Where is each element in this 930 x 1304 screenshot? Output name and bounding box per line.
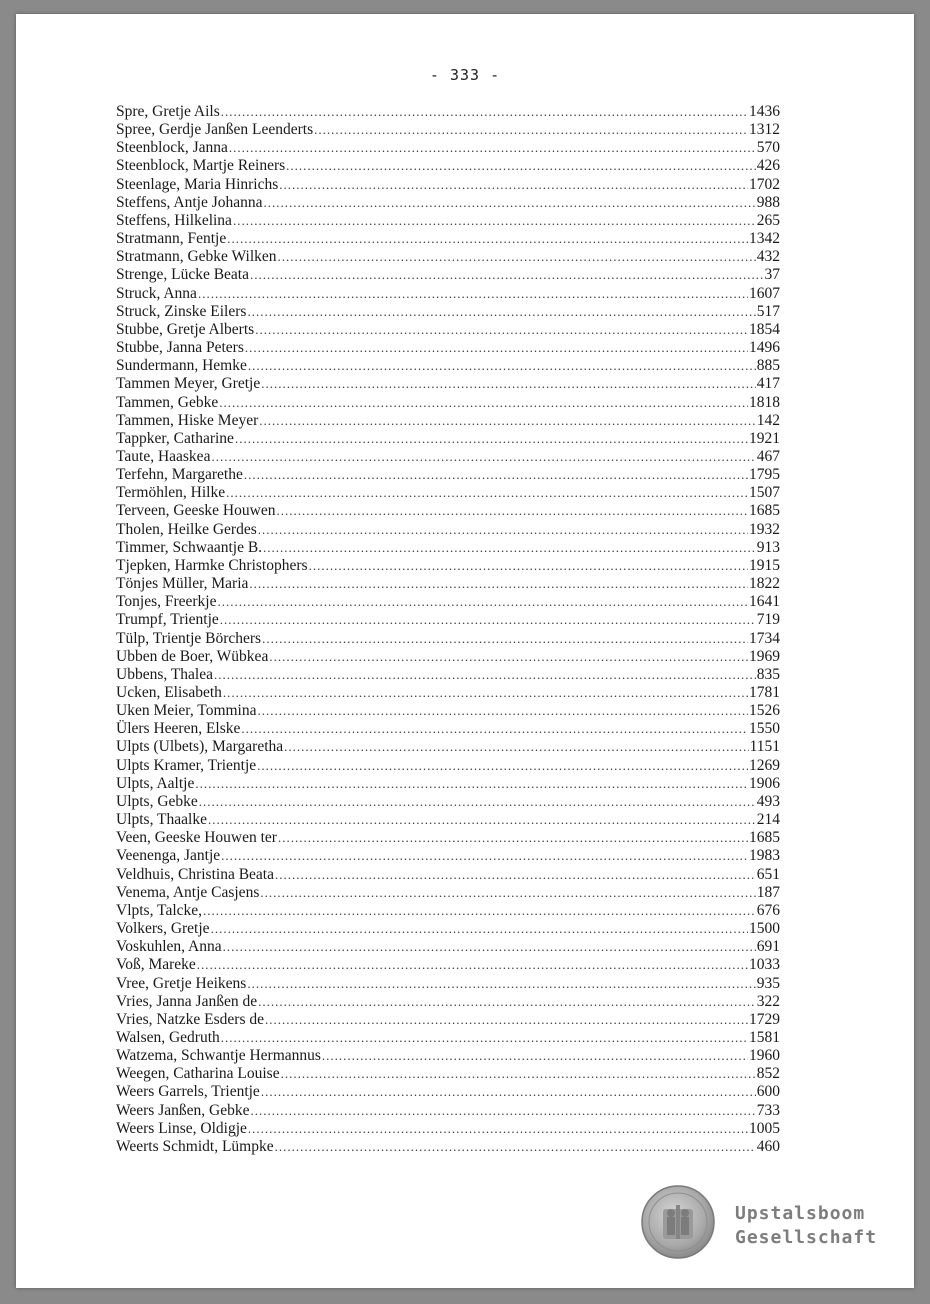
- entry-page-number: 988: [756, 193, 780, 211]
- entry-name: Sundermann, Hemke: [116, 357, 247, 375]
- index-entry: [116, 593, 780, 611]
- index-entry: [116, 157, 780, 175]
- entry-page-number: 432: [756, 248, 780, 266]
- entry-page-number: 1983: [749, 847, 780, 865]
- dot-leader: [249, 575, 748, 593]
- entry-name: Voskuhlen, Anna: [116, 938, 222, 956]
- entry-page-number: 1932: [749, 520, 780, 538]
- entry-name: Tülp, Trientje Börchers: [116, 629, 262, 647]
- entry-page-number: 1685: [749, 502, 780, 520]
- entry-name: Terveen, Geeske Houwen: [116, 502, 276, 520]
- document-page: [16, 14, 914, 1288]
- index-entry: [116, 176, 780, 194]
- dot-leader: [221, 1029, 748, 1047]
- index-entry: [116, 539, 780, 557]
- index-entry: [116, 775, 780, 793]
- entry-page-number: 322: [756, 992, 780, 1010]
- entry-name: Ulpts Kramer, Trientje: [116, 756, 257, 774]
- index-entry: [116, 339, 780, 357]
- entry-name: Struck, Zinske Eilers: [116, 302, 247, 320]
- index-entry: [116, 412, 780, 430]
- index-entry: [116, 575, 780, 593]
- index-entry: [116, 630, 780, 648]
- dot-leader: [241, 720, 748, 738]
- dot-leader: [257, 757, 748, 775]
- entry-page-number: 1729: [749, 1010, 780, 1028]
- entry-name: Ubben de Boer, Wübkea: [116, 647, 269, 665]
- index-entry: [116, 648, 780, 666]
- index-entry: [116, 1065, 780, 1083]
- entry-name: Steenblock, Janna: [116, 139, 228, 157]
- entry-page-number: 1436: [749, 103, 780, 120]
- entry-name: Stubbe, Gretje Alberts: [116, 320, 255, 338]
- index-entry: [116, 557, 780, 575]
- index-entry: [116, 666, 780, 684]
- index-entry: [116, 611, 780, 629]
- entry-page-number: 1685: [749, 829, 780, 847]
- seal-icon: [641, 1185, 715, 1259]
- dot-leader: [247, 303, 755, 321]
- index-entry: [116, 430, 780, 448]
- entry-name: Spre, Gretje Ails: [116, 103, 220, 120]
- dot-leader: [248, 357, 756, 375]
- entry-page-number: 913: [756, 538, 780, 556]
- entry-name: Weers Janßen, Gebke: [116, 1101, 250, 1119]
- index-entry: [116, 975, 780, 993]
- entry-page-number: 570: [756, 139, 780, 157]
- entry-page-number: 1607: [749, 284, 780, 302]
- dot-leader: [223, 938, 756, 956]
- index-entry: [116, 375, 780, 393]
- entry-page-number: 733: [756, 1101, 780, 1119]
- entry-page-number: 214: [756, 811, 780, 829]
- index-entry: [116, 811, 780, 829]
- index-entry: [116, 1120, 780, 1138]
- entry-name: Terfehn, Margarethe: [116, 466, 243, 484]
- entry-page-number: 1795: [749, 466, 780, 484]
- index-entry: [116, 847, 780, 865]
- dot-leader: [275, 866, 756, 884]
- entry-name: Voß, Mareke: [116, 956, 196, 974]
- index-entry: [116, 502, 780, 520]
- entry-page-number: 1342: [749, 230, 780, 248]
- entry-page-number: 1702: [749, 175, 780, 193]
- index-entry: [116, 993, 780, 1011]
- entry-name: Tonjes, Freerkje: [116, 593, 217, 611]
- dot-leader: [250, 266, 764, 284]
- entry-name: Struck, Anna: [116, 284, 197, 302]
- dot-leader: [258, 702, 749, 720]
- index-list: [116, 103, 780, 1156]
- entry-name: Steffens, Antje Johanna: [116, 193, 263, 211]
- index-entry: [116, 230, 780, 248]
- dot-leader: [235, 430, 748, 448]
- dot-leader: [211, 920, 748, 938]
- dot-leader: [229, 139, 756, 157]
- index-entry: [116, 285, 780, 303]
- entry-page-number: 1960: [749, 1047, 780, 1065]
- watermark-text: [735, 1202, 877, 1250]
- dot-leader: [275, 1138, 756, 1156]
- index-entry: [116, 938, 780, 956]
- dot-leader: [233, 212, 756, 230]
- dot-leader: [276, 502, 748, 520]
- index-entry: [116, 702, 780, 720]
- dot-leader: [258, 993, 756, 1011]
- entry-page-number: 1550: [749, 720, 780, 738]
- entry-name: Weers Garrels, Trientje: [116, 1083, 260, 1101]
- index-entry: [116, 1047, 780, 1065]
- dot-leader: [227, 230, 748, 248]
- dot-leader: [198, 285, 748, 303]
- entry-name: Stubbe, Janna Peters: [116, 339, 244, 357]
- entry-page-number: 651: [756, 865, 780, 883]
- watermark-line-2: Gesellschaft: [735, 1227, 878, 1248]
- index-entry: [116, 212, 780, 230]
- entry-name: Trumpf, Trientje: [116, 611, 219, 629]
- index-entry: [116, 866, 780, 884]
- entry-page-number: 493: [756, 792, 780, 810]
- entry-name: Weegen, Catharina Louise: [116, 1065, 280, 1083]
- index-entry: [116, 303, 780, 321]
- dot-leader: [218, 593, 749, 611]
- entry-name: Vries, Natzke Esders de: [116, 1010, 264, 1028]
- index-entry: [116, 266, 780, 284]
- dot-leader: [195, 775, 748, 793]
- entry-name: Venema, Antje Casjens: [116, 883, 260, 901]
- entry-page-number: 467: [756, 447, 780, 465]
- entry-name: Steenlage, Maria Hinrichs: [116, 175, 279, 193]
- dot-leader: [286, 157, 756, 175]
- entry-page-number: 676: [756, 901, 780, 919]
- index-entry: [116, 1083, 780, 1101]
- entry-page-number: 1969: [749, 647, 780, 665]
- entry-name: Veldhuis, Christina Beata: [116, 865, 274, 883]
- entry-page-number: 1641: [749, 593, 780, 611]
- entry-name: Weers Linse, Oldigje: [116, 1119, 247, 1137]
- entry-name: Vlpts, Talcke,: [116, 901, 203, 919]
- entry-page-number: 691: [756, 938, 780, 956]
- dot-leader: [322, 1047, 748, 1065]
- index-entry: [116, 357, 780, 375]
- dot-leader: [248, 1120, 748, 1138]
- entry-name: Stratmann, Fentje: [116, 230, 227, 248]
- entry-page-number: 187: [756, 883, 780, 901]
- entry-name: Tholen, Heilke Gerdes: [116, 520, 257, 538]
- dot-leader: [281, 1065, 756, 1083]
- entry-name: Steffens, Hilkelina: [116, 211, 232, 229]
- entry-name: Ubbens, Thalea: [116, 665, 213, 683]
- entry-page-number: 37: [764, 266, 780, 284]
- entry-page-number: 1526: [749, 702, 780, 720]
- entry-page-number: 1822: [749, 575, 780, 593]
- index-entry: [116, 1029, 780, 1047]
- index-entry: [116, 321, 780, 339]
- entry-name: Spree, Gerdje Janßen Leenderts: [116, 121, 314, 139]
- entry-name: Vree, Gretje Heikens: [116, 974, 247, 992]
- index-entry: [116, 829, 780, 847]
- entry-page-number: 1818: [749, 393, 780, 411]
- index-entry: [116, 757, 780, 775]
- entry-name: Uken Meier, Tommina: [116, 702, 257, 720]
- entry-page-number: 835: [756, 665, 780, 683]
- index-entry: [116, 1011, 780, 1029]
- index-entry: [116, 248, 780, 266]
- dot-leader: [255, 321, 748, 339]
- dot-leader: [263, 539, 756, 557]
- dot-leader: [265, 1011, 748, 1029]
- index-entry: [116, 121, 780, 139]
- entry-page-number: 417: [756, 375, 780, 393]
- entry-name: Ulpts, Gebke: [116, 792, 198, 810]
- entry-page-number: 1312: [749, 121, 780, 139]
- index-entry: [116, 1102, 780, 1120]
- entry-name: Volkers, Gretje: [116, 920, 210, 938]
- entry-page-number: 600: [756, 1083, 780, 1101]
- index-entry: [116, 902, 780, 920]
- entry-name: Tammen, Gebke: [116, 393, 219, 411]
- dot-leader: [279, 176, 748, 194]
- entry-page-number: 265: [756, 211, 780, 229]
- entry-page-number: 852: [756, 1065, 780, 1083]
- dot-leader: [309, 557, 748, 575]
- dot-leader: [259, 412, 756, 430]
- index-entry: [116, 394, 780, 412]
- entry-page-number: 142: [756, 411, 780, 429]
- dot-leader: [214, 666, 756, 684]
- dot-leader: [208, 811, 756, 829]
- entry-name: Tammen, Hiske Meyer: [116, 411, 259, 429]
- index-entry: [116, 103, 780, 121]
- entry-name: Tappker, Catharine: [116, 429, 234, 447]
- dot-leader: [203, 902, 756, 920]
- entry-page-number: 1500: [749, 920, 780, 938]
- dot-leader: [278, 248, 756, 266]
- entry-name: Ulpts, Aaltje: [116, 774, 195, 792]
- entry-page-number: 1854: [749, 320, 780, 338]
- dot-leader: [221, 103, 748, 121]
- entry-page-number: 1781: [749, 684, 780, 701]
- entry-page-number: 885: [756, 357, 780, 375]
- entry-page-number: 1269: [749, 756, 780, 774]
- index-entry: [116, 1138, 780, 1156]
- index-entry: [116, 793, 780, 811]
- entry-name: Weerts Schmidt, Lümpke: [116, 1137, 274, 1155]
- dot-leader: [258, 521, 748, 539]
- entry-page-number: 1507: [749, 484, 780, 502]
- index-entry: [116, 738, 780, 756]
- index-entry: [116, 956, 780, 974]
- entry-name: Veenenga, Jantje: [116, 847, 221, 865]
- entry-page-number: 1496: [749, 339, 780, 357]
- entry-page-number: 1151: [749, 738, 780, 756]
- entry-page-number: 719: [756, 611, 780, 629]
- entry-page-number: 1033: [749, 956, 780, 974]
- entry-name: Strenge, Lücke Beata: [116, 266, 249, 284]
- watermark-line-1: Upstalsboom: [735, 1203, 866, 1224]
- dot-leader: [221, 847, 748, 865]
- dot-leader: [245, 339, 748, 357]
- dot-leader: [269, 648, 748, 666]
- entry-name: Veen, Geeske Houwen ter: [116, 829, 277, 847]
- entry-name: Tjepken, Harmke Christophers: [116, 556, 308, 574]
- entry-page-number: 1005: [749, 1119, 780, 1137]
- entry-name: Timmer, Schwaantje B.: [116, 538, 263, 556]
- entry-name: Ülers Heeren, Elske: [116, 720, 241, 738]
- entry-name: Ulpts, Thaalke: [116, 811, 207, 829]
- entry-page-number: 935: [756, 974, 780, 992]
- entry-name: Termöhlen, Hilke: [116, 484, 226, 502]
- dot-leader: [261, 375, 756, 393]
- index-entry: [116, 484, 780, 502]
- dot-leader: [264, 194, 756, 212]
- entry-name: Walsen, Gedruth: [116, 1028, 220, 1046]
- index-entry: [116, 521, 780, 539]
- dot-leader: [219, 394, 748, 412]
- dot-leader: [284, 738, 748, 756]
- dot-leader: [262, 630, 748, 648]
- entry-page-number: 1581: [749, 1028, 780, 1046]
- entry-name: Steenblock, Martje Reiners: [116, 157, 286, 175]
- entry-name: Tönjes Müller, Maria: [116, 575, 249, 593]
- entry-name: Ucken, Elisabeth: [116, 684, 222, 701]
- dot-leader: [244, 466, 748, 484]
- dot-leader: [260, 884, 755, 902]
- entry-page-number: 426: [756, 157, 780, 175]
- dot-leader: [226, 484, 748, 502]
- entry-page-number: 1906: [749, 774, 780, 792]
- dot-leader: [314, 121, 748, 139]
- entry-page-number: 517: [756, 302, 780, 320]
- entry-page-number: 1921: [749, 429, 780, 447]
- entry-name: Watzema, Schwantje Hermannus: [116, 1047, 321, 1065]
- entry-page-number: 460: [756, 1137, 780, 1155]
- dot-leader: [261, 1083, 756, 1101]
- page-number: - 333 -: [429, 66, 501, 84]
- entry-name: Vries, Janna Janßen de: [116, 992, 258, 1010]
- entry-name: Tammen Meyer, Gretje: [116, 375, 261, 393]
- index-entry: [116, 884, 780, 902]
- entry-name: Stratmann, Gebke Wilken: [116, 248, 277, 266]
- index-entry: [116, 448, 780, 466]
- dot-leader: [250, 1102, 755, 1120]
- index-entry: [116, 139, 780, 157]
- dot-leader: [220, 611, 756, 629]
- index-entry: [116, 684, 780, 702]
- dot-leader: [247, 975, 755, 993]
- index-entry: [116, 920, 780, 938]
- entry-page-number: 1915: [749, 556, 780, 574]
- dot-leader: [199, 793, 756, 811]
- entry-name: Taute, Haaskea: [116, 447, 211, 465]
- dot-leader: [223, 684, 748, 702]
- entry-page-number: 1734: [749, 629, 780, 647]
- dot-leader: [197, 956, 748, 974]
- dot-leader: [278, 829, 748, 847]
- index-entry: [116, 194, 780, 212]
- index-entry: [116, 466, 780, 484]
- index-entry: [116, 720, 780, 738]
- entry-name: Ulpts (Ulbets), Margaretha: [116, 738, 284, 756]
- dot-leader: [211, 448, 755, 466]
